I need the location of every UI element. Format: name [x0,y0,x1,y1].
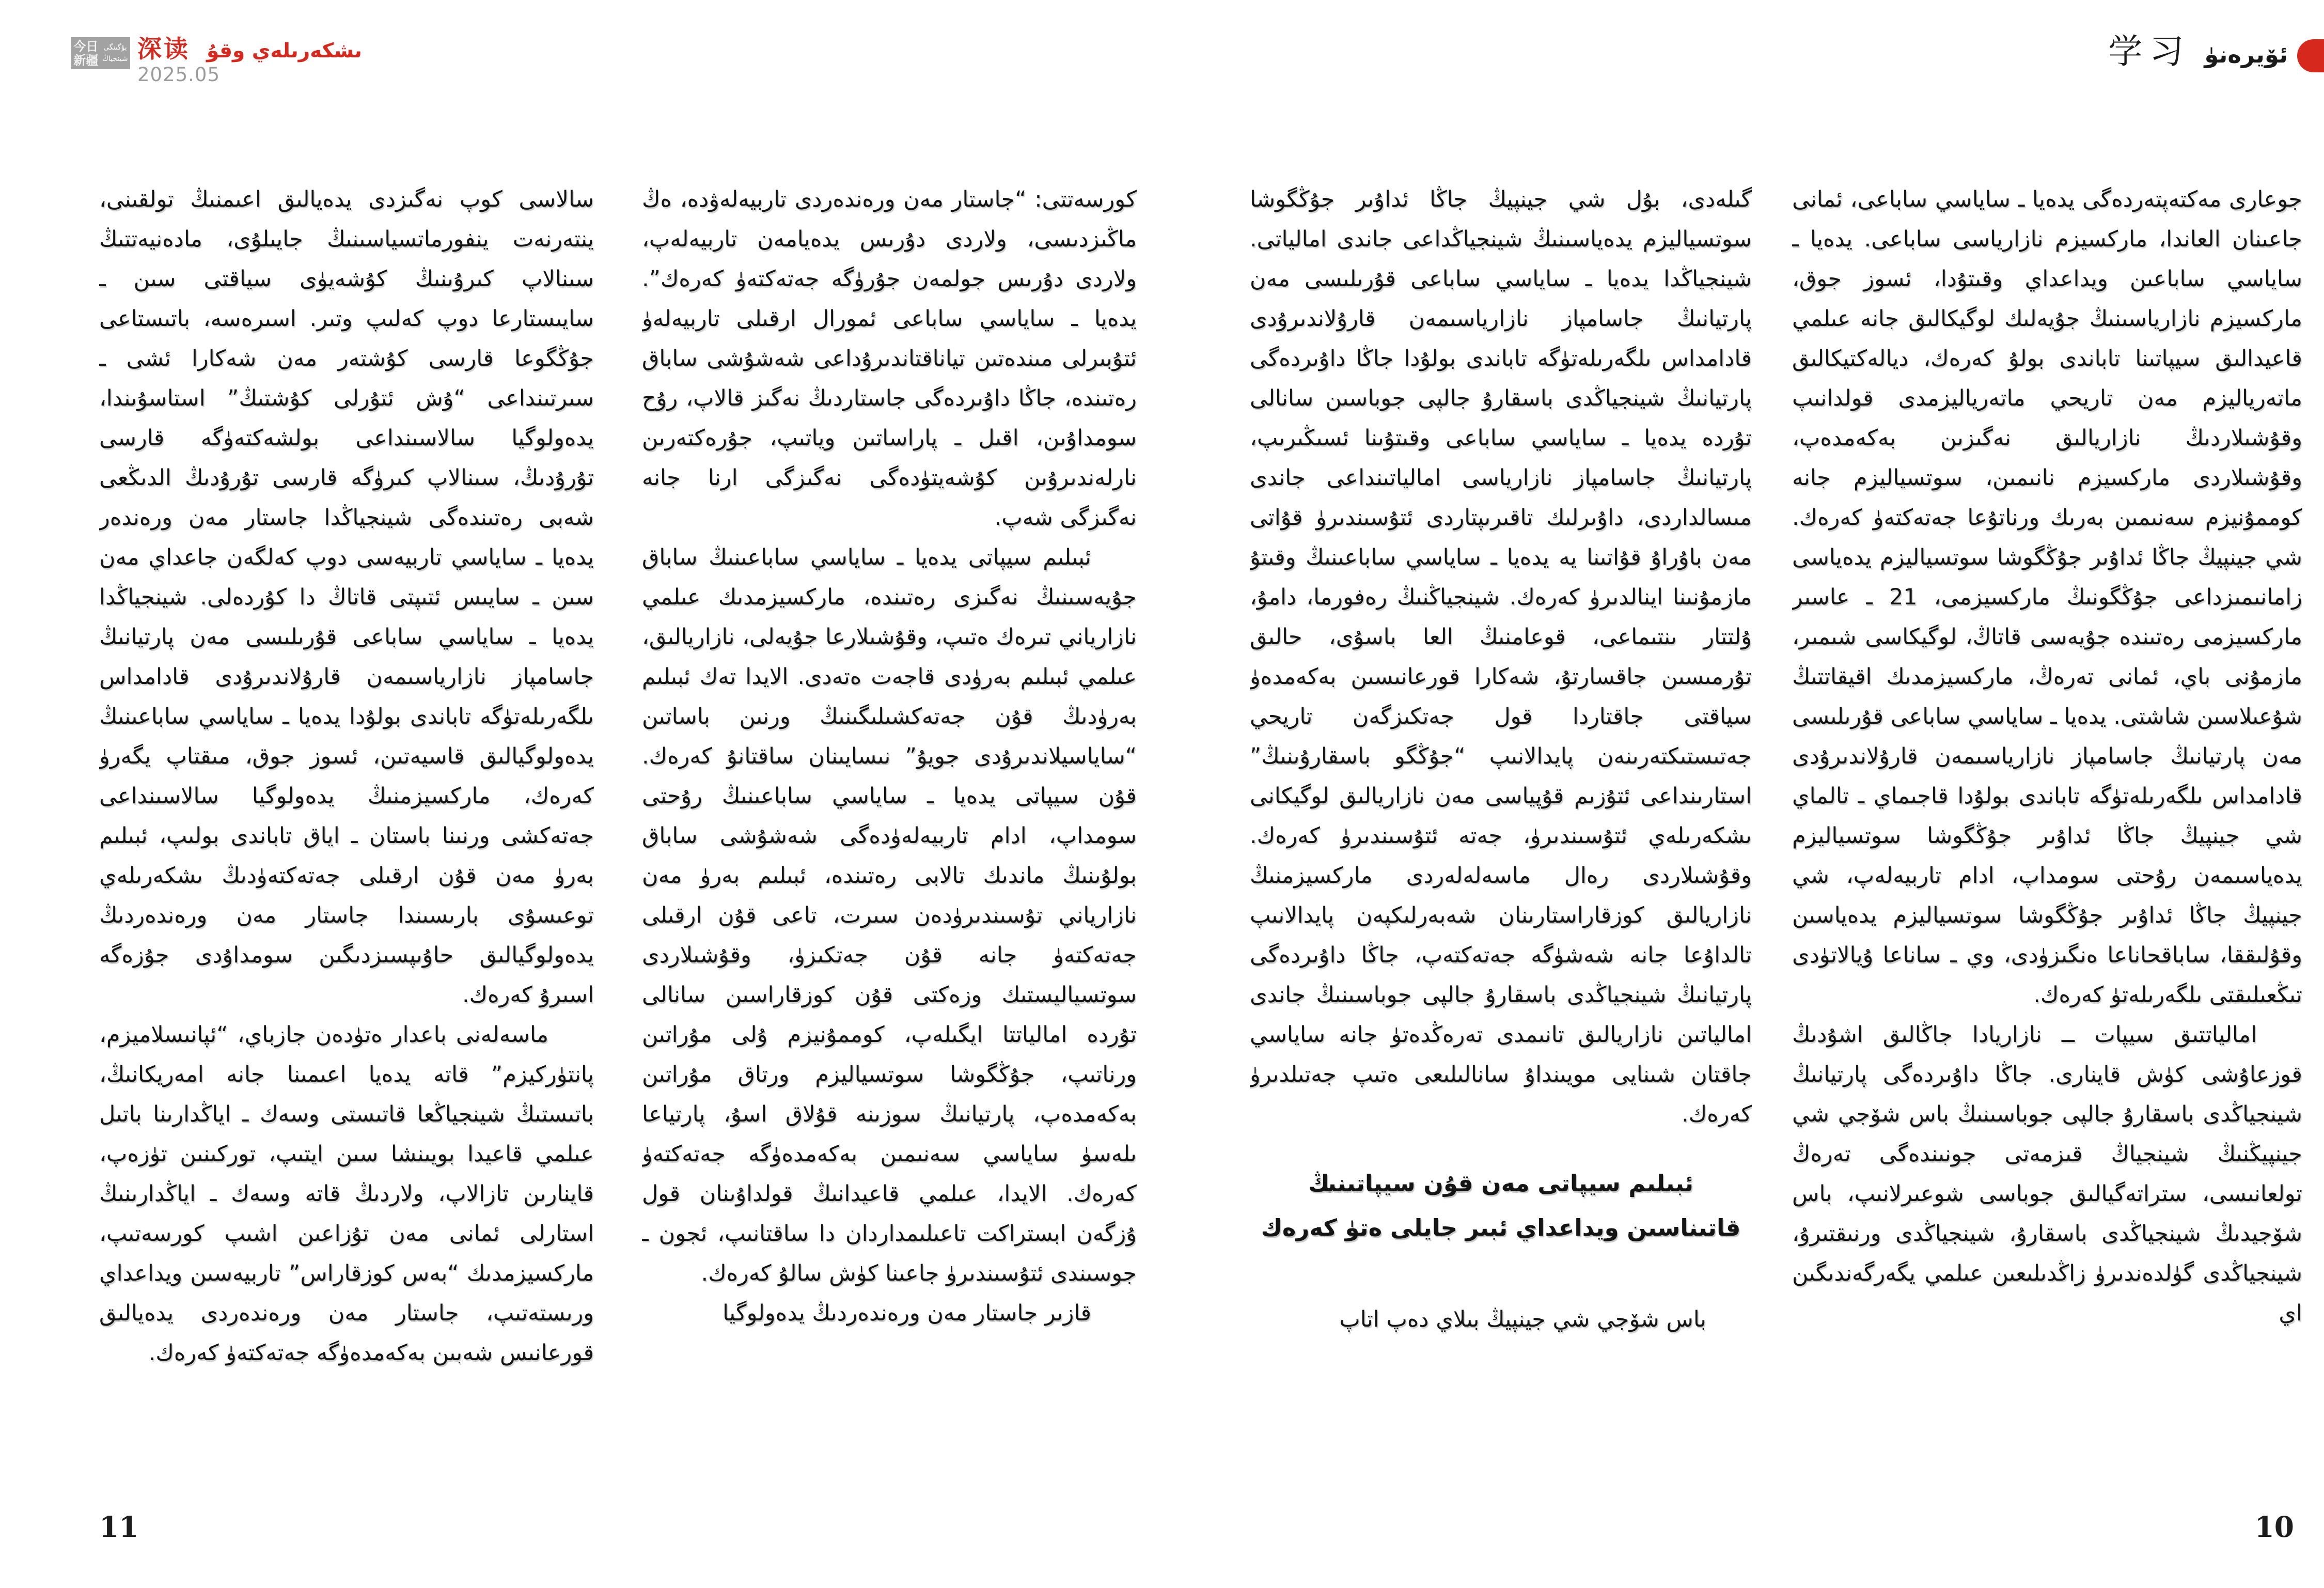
logo-cjk-line2: 新疆 [73,53,99,68]
paragraph: كورسەتتى: “جاستار مەن ورەندەردى تاربيەلەۋدە، ەڭ ماڭىزدىسى، ولاردى دۇرىس يدەيامەن تاربيەلەپ، ولاردى دۇرىس جولمەن جۇرۈگە جەتەكتەۈ كەرەك”. يدەيا ـ ساياسي ساباعى ئمورال ارقىلى تاربيەلەۈ ئتۇبىرلى مىندەتىن تياناقتاندىرۇداعى شەشۇشى ساباق رەتىندە، جاڭا داۇىردەگى جاستاردىڭ نەگىز قالاپ، رۇح سومداۇىن، اقىل ـ پاراساتىن وياتىپ، جۇرەكتەرىن نارلەندىرۇىن كۇشەيتۈدەگى نەگىزگى ارنا جانە نەگىزگى شەپ. [642,186,1137,531]
rubric-kazakh: ئۆيرەنۈ [2204,40,2288,68]
logo-kazakh-text [102,42,128,65]
issue-date: 2025.05 [137,64,221,86]
paragraph: جوعارى مەكتەپتەردەگى يدەيا ـ ساياسي ساباعى، ئمانى جاعىنان العاندا، ماركسيزم نازارياسى ساباعى. يدەيا ـ ساياسي ساباعىن ويداعداي وقىتۇدا، ئسوز جوق، ماركسيزم نازارياسىنىڭ جۇيەلىك لوگيكالىق جانە عىلمي قاعيدالىق سيپاتىنا تاباندى بولۇ كەرەك، ديالەكتيكالىق ماتەرياليزم مەن تاريحي ماتەرياليزمدى قولدانىپ وقۇشىلاردىڭ نازاريالىق نەگىزىن بەكەمدەپ، وقۇشىلاردى ماركسيزم نانىمىن، سوتسياليزم جانە كوممۇنيزم سەنىمىن بەرىك ورناتۇعا جەتەكتەۈ كەرەك. شي جينپيڭ جاڭا ئداۇىر جۇڭگوشا سوتسياليزم يدەياسى زامانىمىزداعى جۇڭگونىڭ ماركسيزمى، 21 ـ عاسىر ماركسيزمى رەتىندە جۇيەسى قاتاڭ، لوگيكاسى شىمىر، مازمۇنى باي، ئمانى تەرەڭ، ماركسيزمدىك اقيقاتتىڭ شۇعىلاسىن شاشتى. يدەيا ـ ساياسي ساباعى قۇرىلىسى مەن پارتيانىڭ جاسامپاز نازارياسىمەن قارۇلاندىرۇدى قادامداس ىلگەرىلەتۈگە تاباندى بولۇدا قاجىماي ـ تالماي شي جينپيڭ جاڭا ئداۇىر جۇڭگوشا سوتسياليزم يدەياسىمەن رۇحتى سومداپ، ادام تاربيەلەپ، شي جينپيڭ جاڭا ئداۇىر جۇڭگوشا سوتسياليزم يدەياسىن وقۇلىققا، ساباقحاناعا ەنگىزۈدى، وي ـ ساناعا ۇيالاتۈدى تىڭعىلىقتى ىلگەرىلەتۈ كەرەك. [1792,186,2302,1008]
masthead-left [71,37,362,84]
masthead-right [2108,31,2324,72]
paragraph: ئبىلىم سيپاتى يدەيا ـ ساياسي ساباعىنىڭ ساباق جۇيەسىنىڭ نەگىزى رەتىندە، ماركسيزمدىك عىلمي نازارياني تىرەك ەتىپ، وقۇشىلارعا جۇيەلى، نازاريالىق، عىلمي ئبىلىم بەرۈدى قاجەت ەتەدى. الايدا تەك ئبىلىم بەرۈدىڭ قۇن جەتەكشىلىگىنىڭ ورنىن باساتىن “ساياسيلاندىرۇدى جويۇ” نىسايىنان ساقتانۇ كەرەك. قۇن سيپاتى يدەيا ـ ساياسي ساباعىنىڭ رۇحتى سومداپ، ادام تاربيەلەۈدەگى شەشۇشى ساباق بولۇىنىڭ ماندىك تالابى رەتىندە، ئبىلىم بەرۈ مەن نازارياني تۇسىندىرۈدەن سىرت، تاعى قۇن ارقىلى جەتەكتەۈ جانە قۇن جەتكىزۈ، وقۇشىلاردى سوتسياليستىك وزەكتى قۇن كوزقاراسىن سانالى تۇردە امالياتتا ايگىلەپ، كوممۇنيزم ۇلى مۇراتىن ورناتىپ، جۇڭگوشا سوتسياليزم ورتاق مۇراتىن بەكەمدەپ، پارتيانىڭ سوزىنە قۇلاق اسۇ، پارتياعا ىلەسۈ ساياسي سەنىمىن بەكەمدەۈگە جەتەكتەۈ كەرەك. الايدا، عىلمي قاعيدانىڭ قولداۇىنان قول ۇزگەن ابستراكت تاعىلىمداردان دا ساقتانىپ، ئجون ـ جوسىندى ئتۇسىندىرۈ جاعىنا كۈش سالۇ كەرەك. [642,544,1137,1286]
page-number-right: 10 [2254,1510,2294,1544]
paragraph: سالاسى كوپ نەگىزدى يدەيالىق اعىمنىڭ تولقىنى، ينتەرنەت ينفورماتسياسىنىڭ جايىلۇى، مادەنيەتتىڭ سىنالاپ كىرۇىنىڭ كۇشەيۈى سياقتى سىن ـ سايىستارعا دوپ كەلىپ وتىر. اسىرەسە، باتىستاعى جۇڭگوعا قارسى كۇشتەر مەن شەكارا ئشى ـ سىرتىنداعى “ۇش ئتۇرلى كۇشتىڭ” استاسۇىندا، يدەولوگيا سالاسىنداعى بولشەكتەۈگە قارسى تۇرۇدىڭ، سىنالاپ كىرۈگە قارسى تۇرۇدىڭ الدىڭعى شەبى رەتىندەگى شينجياڭدا جاستار مەن ورەندەر يدەيا ـ ساياسي تاربيەسى دوپ كەلگەن جاعداي مەن سىن ـ سايىس ئتىپتى قاتاڭ دا كۇردەلى. شينجياڭدا يدەيا ـ ساياسي ساباعى قۇرىلىسى مەن پارتيانىڭ جاسامپاز نازارياسىمەن قارۇلاندىرۇدى قادامداس ىلگەرىلەتۈگە تاباندى بولۇدا يدەيا ـ ساياسي ساباعىنىڭ يدەولوگيالىق قاسيەتىن، ئسوز جوق، مىقتاپ يگەرۈ كەرەك، ماركسيزمنىڭ يدەولوگيا سالاسىنداعى جەتەكشى ورنىنا باستان ـ اياق تاباندى بولىپ، ئبىلىم بەرۈ مەن قۇن ارقىلى جەتەكتەۈدىڭ ىشكەرىلەي توعىسۇى بارىسىندا جاستار مەن ورەندەردىڭ يدەولوگيالىق حاۇىپسىزدىگىن سومداۇدى جۇزەگە اسىرۇ كەرەك. [99,186,594,1008]
paragraph: گىلەدى، بۇل شي جينپيڭ جاڭا ئداۇىر جۇڭگوشا سوتسياليزم يدەياسىنىڭ شينجياڭداعى جاندى امالياتى. شينجياڭدا يدەيا ـ ساياسي ساباعى قۇرىلىسى مەن پارتيانىڭ جاسامپاز نازارياسىمەن قارۇلاندىرۇدى قادامداس ىلگەرىلەتۈگە تاباندى بولۇدا جاڭا داۇىردەگى پارتيانىڭ شينجياڭدى باسقارۇ جالپى جوباسىن سانالى تۇردە يدەيا ـ ساياسي ساباعى وقىتۇىنا ئسىڭىرىپ، پارتيانىڭ جاسامپاز نازارياسى امالياتىنداعى جاندى مىسالداردى، داۇىرلىك تاقىرىپتاردى ئتۇسىندىرۈ قۇاتى مەن باۇراۇ قۇاتىنا يە يدەيا ـ ساياسي ساباعىنىڭ وقىتۇ مازمۇنىنا اينالدىرۈ كەرەك. شينجياڭنىڭ رەفورما، دامۇ، ۇلتتار ىنتىماعى، قوعامنىڭ العا باسۇى، حالىق تۇرمىسىن جاقسارتۇ، شەكارا قورعانىسىن بەكەمدەۈ سياقتى جاقتاردا قول جەتكىزگەن تاريحي جەتىستىكتەرىنەن پايدالانىپ “جۇڭگو باسقارۇىنىڭ” استارىنداعى ئتۇزىم قۇپياسى مەن نازاريالىق لوگيكانى ىشكەرىلەي ئتۇسىندىرۈ، جەتە ئتۇسىندىرۈ كەرەك. وقۇشىلاردى رەال ماسەلەلەردى ماركسيزمنىڭ نازاريالىق كوزقاراستارىنان شەبەرلىكپەن پايدالانىپ تالداۇعا جانە شەشۈگە جەتەكتەپ، جاڭا داۇىردەگى پارتيانىڭ شينجياڭدى باسقارۇ جالپى جوباسىنىڭ جاندى امالياتىن نازاريالىق تانىمدى تەرەڭدەتۈ جانە ساياسي جاقتان شىنايى مويىنداۇ سانالىلىعى ەتىپ جەتىلدىرۈ كەرەك. [1250,186,1752,1127]
red-corner-tab-icon [2297,39,2324,72]
section-title-group [137,37,362,84]
column-page10-left [1250,180,1752,1510]
logo-kz-line2: شينجياڭ [102,55,128,63]
paragraph: قازىر جاستار مەن ورەندەردىڭ يدەولوگيا [723,1300,1091,1326]
paragraph: امالياتتىق سيپات ــ نازاريادا جاڭالىق اشۇدىڭ قوزعاۇشى كۈش قاينارى. جاڭا داۇىردەگى پارتيانىڭ شينجياڭدى باسقارۇ جالپى جوباسىنىڭ باس شۆجي شي جينپيڭنىڭ شينجياڭ قىزمەتى جونىندەگى تەرەڭ تولعانىسى، ستراتەگيالىق جوباسى شوعىرلانىپ، باس شۆجيدىڭ شينجياڭدى باسقارۇ، شينجياڭدى ورنىقتىرۇ، شينجياڭدى گۈلدەندىرۈ زاڭدىلىعىن عىلمي يگەرگەندىگىن اي [1792,1022,2302,1326]
logo-cjk-line1: 今日 [73,39,99,54]
paragraph: باس شۆجي شي جينپيڭ بىلاي دەپ اتاپ [1339,1306,1706,1332]
column-page11-right [642,180,1137,1510]
page-number-left: 11 [99,1510,139,1544]
logo-cjk-text [73,39,98,67]
logo-kz-line1: بۇگىنگى [103,43,127,52]
column-page10-right [1792,180,2302,1510]
section-title-cjk: 深读 [137,35,190,64]
paragraph: ماسەلەنى باعدار ەتۈدەن جازباي، “ئپانىسلاميزم، پانتۈركيزم” قاتە يدەيا اعىمىنا جانە امەريكانىڭ، باتىستىڭ شينجياڭعا قاتىستى وسەك ـ اياڭدارىنا باتىل عىلمي قاعيدا بويىنشا سىن ايتىپ، توركىنىن تۈزەپ، قاينارىن تازالاپ، ولاردىڭ قاتە وسەك ـ اياڭدارىنىڭ استارلى ئمانى مەن تۇزاعىن اشىپ كورسەتىپ، ماركسيزمدىك “بەس كوزقاراس” تاربيەسىن ويداعداي ورىستەتىپ، جاستار مەن ورەندەردى يدەيالىق قورعانىس شەبىن بەكەمدەۈگە جەتەكتەۈ كەرەك. [99,1022,594,1366]
rubric-cjk: 学习 [2108,32,2191,71]
section-heading: ئبىلىم سيپاتى مەن قۇن سيپاتىنىڭ قاتىناسىن ويداعداي ئبىر جايلى ەتۈ كەرەك [1261,1170,1741,1241]
section-title-kazakh: ىشكەرىلەي وقۇ [207,39,362,63]
column-page11-left [99,180,594,1510]
logo-today-xinjiang [71,37,130,69]
